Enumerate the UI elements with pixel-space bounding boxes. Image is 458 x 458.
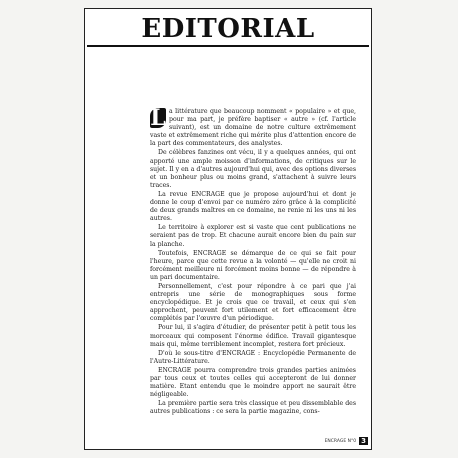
paragraph-5: Toutefois, ENCRAGE se démarque de ce qui se fait pour l'heure, parce que cette revue a la volonté — qu'elle ne croit ni forcément meilleure ni forcément moins bonne — de répondre à un pari documentaire. <box>150 249 356 281</box>
paragraph-4: Le territoire à explorer est si vaste que cent publications ne seraient pas de trop. Et chacune aurait encore bien du pain sur la planche. <box>150 224 356 248</box>
title-box <box>87 13 369 47</box>
page-title: EDITORIAL <box>141 14 315 44</box>
footer-label: ENCRAGE N°0 <box>324 438 357 444</box>
page-footer <box>325 437 368 445</box>
paragraph-1: L a littérature que beaucoup nomment « populaire » et que, pour ma part, je préfère baptiser « autre » (cf. l'article suivant), est un domaine de notre culture extrêmement vaste et extrêmement riche qui mérite plus d'attention encore de la part des commentateurs, des analystes. <box>150 105 356 148</box>
paragraph-3: La revue ENCRAGE que je propose aujourd'hui et dont je donne le coup d'envoi par ce numéro zéro grâce à la complicité de deux grands maîtres en ce domaine, ne renie ni les uns ni les autres. <box>150 190 356 223</box>
article-body <box>150 105 356 436</box>
page-number: 3 <box>361 437 366 445</box>
paragraph-2: De célèbres fanzines ont vécu, il y a quelques années, qui ont apporté une ample moisson d'informations, de critiques sur le sujet. Il y en a d'autres aujourd'hui qui, avec des options diverses et un bonheur plus ou moins grand, s'attachent à suivre leurs traces. <box>150 149 356 189</box>
paragraph-9: ENCRAGE pourra comprendre trois grandes parties animées par tous ceux et toutes celles qui accepteront de lui donner matière. Etant entendu que le moindre apport ne saurait être négligeable. <box>150 366 356 399</box>
paragraph-8: D'où le sous-titre d'ENCRAGE : Encyclopédie Permanente de l'Autre-Littérature. <box>150 349 356 365</box>
paragraph-6: Personnellement, c'est pour répondre à ce pari que j'ai entrepris une série de monographiques sous forme encyclopédique. Et je crois que ce travail, et ceux qui s'en approchent, peuvent fort utilement et fort efficacement être complétés par l'œuvre d'un périodique. <box>150 282 356 323</box>
paragraph-10: La première partie sera très classique et peu dissemblable des autres publications : ce sera la partie magazine, cons- <box>150 400 356 416</box>
drop-cap: L <box>150 105 166 131</box>
paragraph-7: Pour lui, il s'agira d'étudier, de présenter petit à petit tous les morceaux qui composent l'énorme édifice. Travail gigantesque mais qui, même terriblement incomplet, restera fort précieux. <box>150 324 356 348</box>
